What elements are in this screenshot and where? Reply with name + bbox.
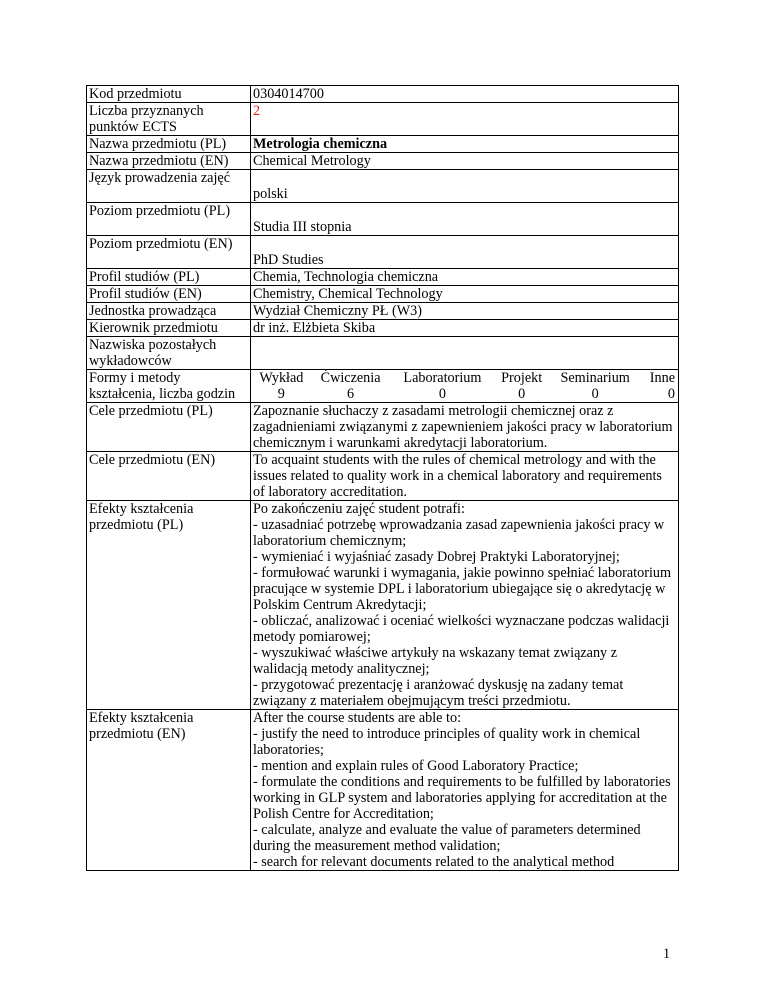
- outcome-line: - justify the need to introduce principles of quality work in chemical laboratories;: [253, 726, 641, 758]
- outcome-line: - formulate the conditions and requirements to be fulfilled by laboratories working in GLP system and laboratories applying for accreditation at the Polish Centre for Accreditation;: [253, 774, 671, 822]
- form-header: Ćwiczenia: [320, 370, 381, 386]
- form-hours: 0: [518, 386, 526, 402]
- row-label: Nazwa przedmiotu (EN): [87, 153, 251, 170]
- form-hours: 0: [591, 386, 599, 402]
- objectives-en: To acquaint students with the rules of chemical metrology and with the issues related to quality work in a chemical laboratory and requirements of laboratory accreditation.: [251, 452, 679, 501]
- outcome-line: - uzasadniać potrzebę wprowadzania zasad zapewnienia jakości pracy w laboratorium chemicznym;: [253, 517, 665, 549]
- table-row: [87, 170, 679, 203]
- form-header: Laboratorium: [403, 370, 482, 386]
- table-row: [87, 86, 679, 103]
- table-row: [87, 320, 679, 337]
- syllabus-table: [86, 85, 679, 871]
- table-row: [87, 286, 679, 303]
- table-row: [87, 501, 679, 710]
- level-en-value: PhD Studies: [253, 252, 324, 268]
- row-label: Kierownik przedmiotu: [87, 320, 251, 337]
- table-row: [87, 452, 679, 501]
- table-row: [87, 710, 679, 871]
- form-hours: 0: [438, 386, 446, 402]
- table-row: [87, 153, 679, 170]
- row-label: Efekty kształcenia przedmiotu (EN): [87, 710, 251, 871]
- table-row: [87, 403, 679, 452]
- form-hours: 9: [277, 386, 285, 402]
- outcomes-pl: [251, 501, 679, 710]
- form-header: Inne: [649, 370, 675, 386]
- row-label: Cele przedmiotu (PL): [87, 403, 251, 452]
- table-row: [87, 203, 679, 236]
- row-label: Profil studiów (EN): [87, 286, 251, 303]
- forms-cell: [251, 370, 679, 403]
- outcome-line: - wymieniać i wyjaśniać zasady Dobrej Praktyki Laboratoryjnej;: [253, 549, 620, 565]
- row-label: Jednostka prowadząca: [87, 303, 251, 320]
- ects-points: 2: [251, 103, 679, 136]
- row-label: Nazwiska pozostałych wykładowców: [87, 337, 251, 370]
- profile-pl: Chemia, Technologia chemiczna: [251, 269, 679, 286]
- course-code: 0304014700: [251, 86, 679, 103]
- unit: Wydział Chemiczny PŁ (W3): [251, 303, 679, 320]
- profile-en: Chemistry, Chemical Technology: [251, 286, 679, 303]
- level-en-cell: [251, 236, 679, 269]
- row-label: Nazwa przedmiotu (PL): [87, 136, 251, 153]
- table-row: [87, 103, 679, 136]
- row-label: Poziom przedmiotu (EN): [87, 236, 251, 269]
- row-label: Kod przedmiotu: [87, 86, 251, 103]
- table-row: [87, 236, 679, 269]
- table-row: [87, 337, 679, 370]
- form-hours: 6: [347, 386, 355, 402]
- outcome-line: After the course students are able to:: [253, 710, 462, 726]
- language-cell: [251, 170, 679, 203]
- form-header: Wykład: [259, 370, 304, 386]
- outcome-line: - search for relevant documents related to the analytical method: [253, 854, 615, 870]
- outcome-line: - przygotować prezentację i aranżować dyskusję na zadany temat związany z materiałem obejmującym treści przedmiotu.: [253, 677, 624, 709]
- outcome-line: - obliczać, analizować i oceniać wielkości wyznaczane podczas walidacji metody pomiarowej;: [253, 613, 670, 645]
- row-label: Formy i metody kształcenia, liczba godzin: [87, 370, 251, 403]
- page-number: 1: [663, 946, 671, 962]
- course-name-pl: Metrologia chemiczna: [251, 136, 679, 153]
- row-label: Poziom przedmiotu (PL): [87, 203, 251, 236]
- table-row: [87, 269, 679, 286]
- hours-table: [252, 370, 675, 402]
- objectives-pl: Zapoznanie słuchaczy z zasadami metrologii chemicznej oraz z zagadnieniami związanymi z zapewnieniem jakości pracy w laboratorium chemicznym i warunkami akredytacji laboratorium.: [251, 403, 679, 452]
- blank-line: [253, 203, 674, 219]
- row-label: Liczba przyznanych punktów ECTS: [87, 103, 251, 136]
- table-row: [87, 303, 679, 320]
- level-pl-value: Studia III stopnia: [253, 219, 352, 235]
- table-row: [87, 136, 679, 153]
- form-header: Seminarium: [560, 370, 630, 386]
- outcomes-en: [251, 710, 679, 871]
- row-label: Profil studiów (PL): [87, 269, 251, 286]
- outcome-line: - calculate, analyze and evaluate the value of parameters determined during the measurement method validation;: [253, 822, 641, 854]
- form-hours: 0: [667, 386, 675, 402]
- language-value: polski: [253, 186, 288, 202]
- other-lecturers: [251, 337, 679, 370]
- table-row: [87, 370, 679, 403]
- form-header: Projekt: [501, 370, 543, 386]
- row-label: Cele przedmiotu (EN): [87, 452, 251, 501]
- row-label: Efekty kształcenia przedmiotu (PL): [87, 501, 251, 710]
- outcome-line: - formułować warunki i wymagania, jakie powinno spełniać laboratorium pracujące w systemie DPL i laboratorium ubiegające się o akredytację w Polskim Centrum Akredytacji;: [253, 565, 672, 613]
- blank-line: [253, 170, 674, 186]
- course-leader: dr inż. Elżbieta Skiba: [251, 320, 679, 337]
- outcome-line: - mention and explain rules of Good Laboratory Practice;: [253, 758, 579, 774]
- blank-line: [253, 236, 674, 252]
- outcome-line: Po zakończeniu zajęć student potrafi:: [253, 501, 465, 517]
- outcome-line: - wyszukiwać właściwe artykuły na wskazany temat związany z walidacją metody analitycznej;: [253, 645, 617, 677]
- row-label: Język prowadzenia zajęć: [87, 170, 251, 203]
- level-pl-cell: [251, 203, 679, 236]
- course-name-en: Chemical Metrology: [251, 153, 679, 170]
